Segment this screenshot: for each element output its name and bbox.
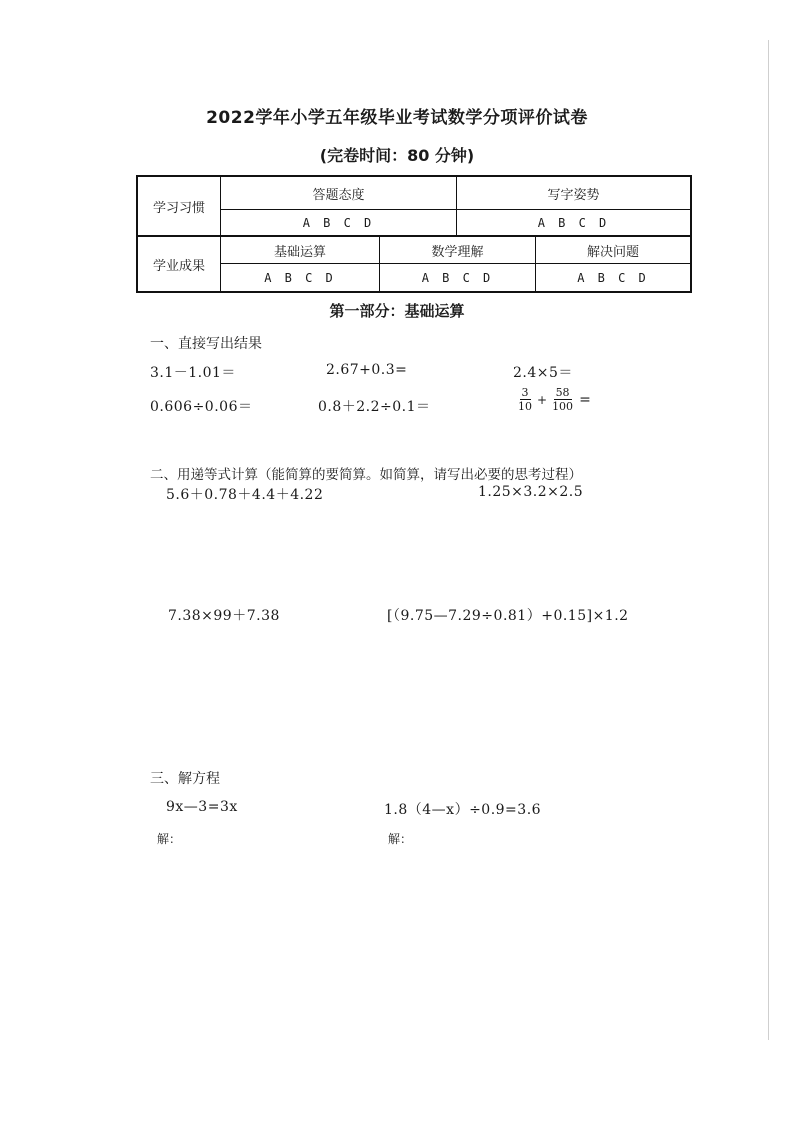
problem-2-4: [（9.75—7.29÷0.81）+0.15]×1.2 — [387, 608, 629, 624]
fraction-b — [550, 386, 575, 413]
fraction-a-denominator: 10 — [518, 400, 532, 413]
problem-1-1: 3.1－1.01＝ — [150, 365, 236, 381]
problem-1-6-fraction — [514, 386, 591, 413]
problem-2-1: 5.6＋0.78＋4.4＋4.22 — [166, 487, 324, 503]
grades-problem-solving[interactable]: A B C D — [577, 270, 649, 285]
problem-1-3: 2.4×5＝ — [513, 365, 573, 381]
evaluation-table — [136, 175, 692, 293]
section3-heading: 三、解方程 — [150, 771, 220, 787]
equals-sign: = — [579, 391, 591, 408]
scan-edge-line — [768, 40, 769, 1040]
grades-basic-computation[interactable]: A B C D — [264, 270, 336, 285]
solve-label-2: 解： — [388, 832, 413, 846]
problem-2-2: 1.25×3.2×2.5 — [478, 484, 584, 500]
col-basic-computation: 基础运算 — [273, 244, 326, 260]
section1-heading: 一、直接写出结果 — [150, 336, 262, 352]
fraction-b-numerator: 58 — [555, 386, 570, 399]
problem-2-3: 7.38×99＋7.38 — [168, 608, 280, 624]
problem-3-1: 9x—3=3x — [166, 799, 238, 815]
problem-1-4: 0.606÷0.06＝ — [150, 399, 253, 415]
problem-1-5: 0.8＋2.2÷0.1＝ — [318, 399, 431, 415]
exam-title: 2022学年小学五年级毕业考试数学分项评价试卷 — [206, 108, 588, 128]
grades-answer-attitude[interactable]: A B C D — [302, 215, 375, 230]
part-title: 第一部分：基础运算 — [329, 302, 465, 320]
exam-duration: (完卷时间：80 分钟) — [319, 146, 475, 165]
col-math-understanding: 数学理解 — [431, 244, 484, 260]
fraction-b-denominator: 100 — [552, 400, 574, 413]
col-writing-posture: 写字姿势 — [547, 187, 600, 203]
col-answer-attitude: 答题态度 — [312, 187, 365, 203]
grades-writing-posture[interactable]: A B C D — [537, 215, 610, 230]
solve-label-1: 解： — [157, 832, 182, 846]
row-label-study-habits: 学习习惯 — [152, 200, 205, 216]
grades-math-understanding[interactable]: A B C D — [421, 270, 494, 285]
plus-sign: + — [537, 392, 548, 407]
problem-1-2: 2.67+0.3= — [326, 362, 408, 378]
col-problem-solving: 解决问题 — [586, 244, 639, 260]
problem-3-2: 1.8（4—x）÷0.9=3.6 — [384, 802, 542, 818]
fraction-a — [516, 386, 534, 413]
fraction-a-numerator: 3 — [521, 386, 529, 399]
section2-heading: 二、用递等式计算（能简算的要简算。如简算，请写出必要的思考过程） — [150, 467, 582, 483]
row-label-academic-results: 学业成果 — [152, 258, 205, 274]
